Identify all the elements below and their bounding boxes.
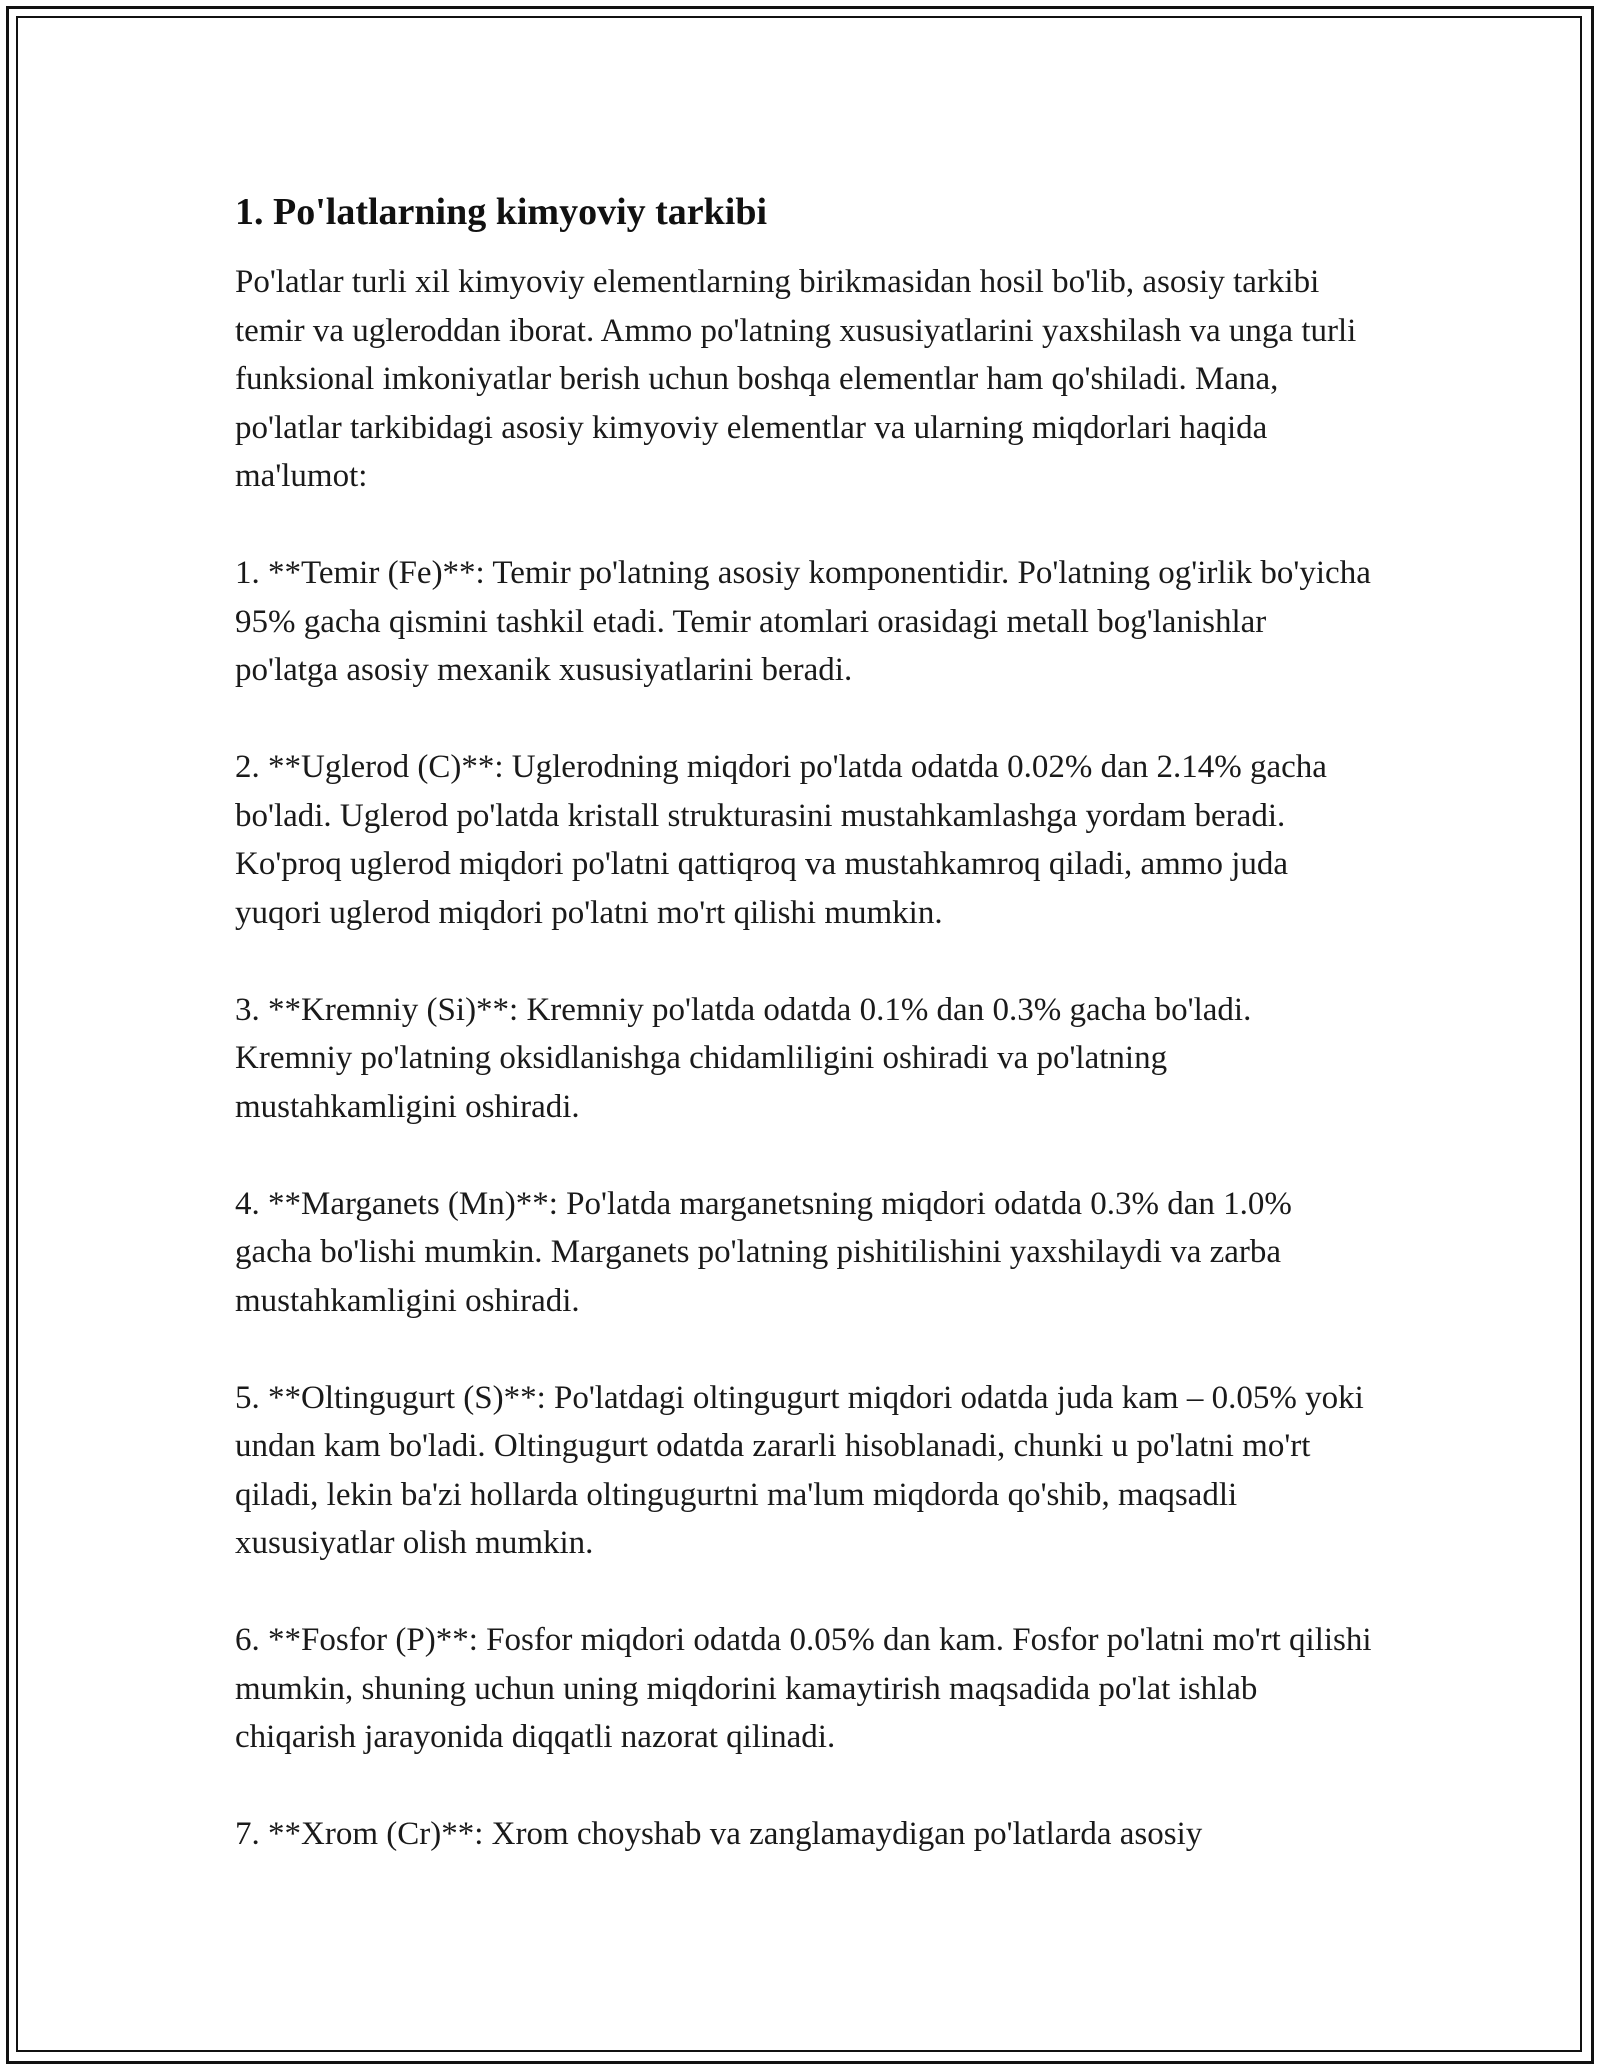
list-item-phosphorus: 6. **Fosfor (P)**: Fosfor miqdori odatda 0.05% dan kam. Fosfor po'latni mo'rt qilishi mumkin, shuning uchun uning miqdorini kamaytirish maqsadida po'lat ishlab chiqarish jarayonida diqqatli nazorat qilinadi. [235,1622,1372,1755]
intro-paragraph: Po'latlar turli xil kimyoviy elementlarning birikmasidan hosil bo'lib, asosiy tarkibi temir va ugleroddan iborat. Ammo po'latning xususiyatlarini yaxshilash va unga turli funksional imkoniyatlar berish uchun boshqa elementlar ham qo'shiladi. Mana, po'latlar tarkibidagi asosiy kimyoviy elementlar va ularning miqdorlari haqida ma'lumot: [235,264,1357,494]
list-item-chromium: 7. **Xrom (Cr)**: Xrom choyshab va zanglamaydigan po'latlarda asosiy [235,1816,1203,1852]
list-item-sulfur: 5. **Oltingugurt (S)**: Po'latdagi oltingugurt miqdori odatda juda kam – 0.05% yoki undan kam bo'ladi. Oltingugurt odatda zararli hisoblanadi, chunki u po'latni mo'rt qiladi, lekin ba'zi hollarda oltingugurtni ma'lum miqdorda qo'shib, maqsadli xususiyatlar olish mumkin. [235,1379,1364,1561]
section-heading: 1. Po'latlarning kimyoviy tarkibi [235,191,768,233]
list-item-iron: 1. **Temir (Fe)**: Temir po'latning asosiy komponentidir. Po'latning og'irlik bo'yicha 95% gacha qismini tashkil etadi. Temir atomlari orasidagi metall bog'lanishlar po'latga asosiy mexanik xususiyatlarini beradi. [235,555,1371,688]
list-item-carbon: 2. **Uglerod (C)**: Uglerodning miqdori po'latda odatda 0.02% dan 2.14% gacha bo'ladi. Uglerod po'latda kristall strukturasini mustahkamlashga yordam beradi. Ko'proq uglerod miqdori po'latni qattiqroq va mustahkamroq qiladi, ammo juda yuqori uglerod miqdori po'latni mo'rt qilishi mumkin. [235,749,1327,931]
list-item-silicon: 3. **Kremniy (Si)**: Kremniy po'latda odatda 0.1% dan 0.3% gacha bo'ladi. Kremniy po'latning oksidlanishga chidamliligini oshiradi va po'latning mustahkamligini oshiradi. [235,991,1252,1125]
list-item-manganese: 4. **Marganets (Mn)**: Po'latda marganetsning miqdori odatda 0.3% dan 1.0% gacha bo'lishi mumkin. Marganets po'latning pishitilishini yaxshilaydi va zarba mustahkamligini oshiradi. [235,1185,1292,1319]
document-page [235,188,1375,1907]
